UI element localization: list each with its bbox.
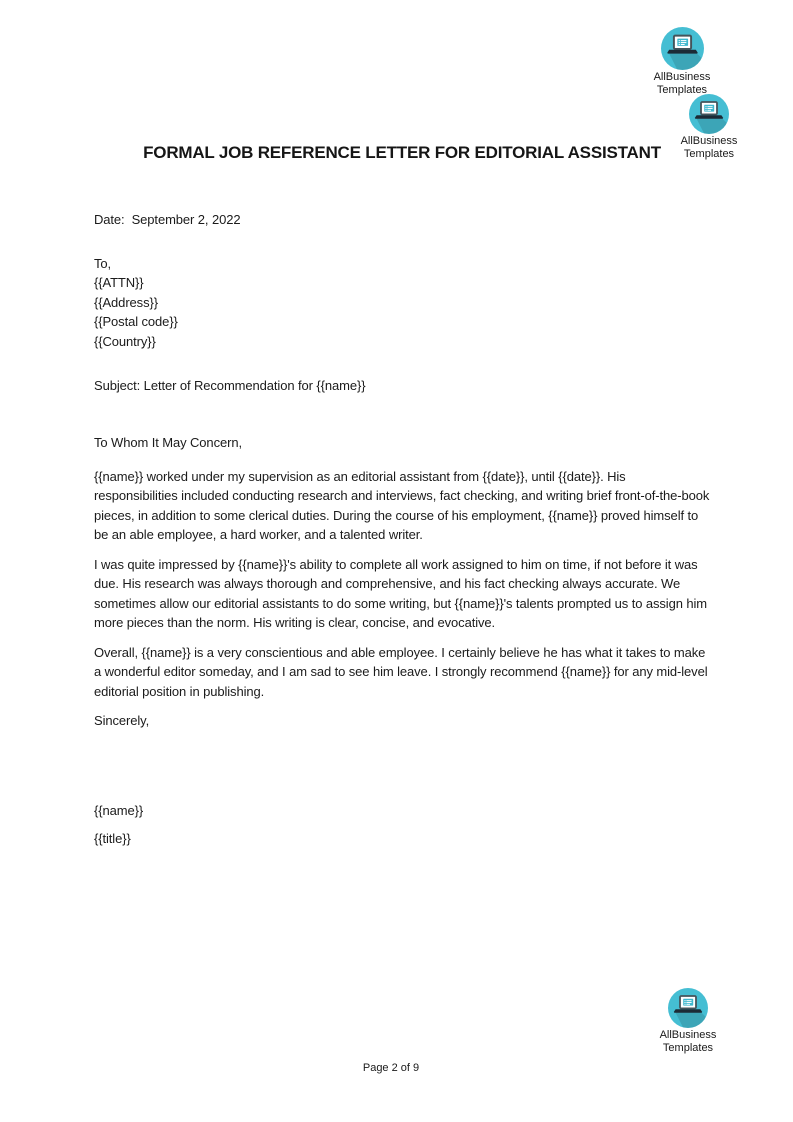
logo-wordmark-line1: AllBusiness [680, 135, 738, 147]
recipient-line: {{Address}} [94, 294, 158, 310]
signature-title-placeholder: {{title}} [94, 831, 131, 846]
recipient-line: {{Postal code}} [94, 314, 178, 330]
body-paragraph: I was quite impressed by {{name}}'s ability to complete all work assigned to him on time, if not before it was due. His research was always thorough and comprehensive, and his fact checking always accurate. We sometimes allow our editorial assistants to do some writing, but {{name}}'s talents prompted us to assign him more pieces than the norm. His writing is clear, concise, and evocative. [94, 557, 708, 631]
laptop-icon [689, 94, 729, 134]
laptop-icon [661, 27, 704, 70]
recipient-line: {{ATTN}} [94, 275, 144, 291]
closing: Sincerely, [94, 713, 150, 728]
body-paragraph: {{name}} worked under my supervision as an editorial assistant from {{date}}, until {{date}}. His responsibilities included conducting research and interviews, fact checking, and writing brief front-of-the-book pieces, in addition to some clerical duties. During the course of his employment, {{name}} proved himself to be an able employee, a hard worker, and a talented writer. [94, 469, 710, 543]
recipient-line: To, [94, 256, 112, 271]
body-paragraph: Overall, {{name}} is a very conscientious and able employee. I certainly believe he has what it takes to make a wonderful editor someday, and I am sad to see him leave. I strongly recommend {{name}} for any mid-level editorial position in publishing. [94, 645, 708, 699]
logo-wordmark-line2: Templates [683, 148, 735, 160]
page-title: FORMAL JOB REFERENCE LETTER FOR EDITORIAL ASSISTANT [143, 143, 661, 162]
signature-name-placeholder: {{name}} [94, 803, 144, 818]
allbusiness-logo [643, 988, 733, 1054]
logo-wordmark-line2: Templates [662, 1042, 714, 1054]
salutation: To Whom It May Concern, [94, 435, 242, 450]
logo-wordmark-line1: AllBusiness [653, 71, 711, 83]
logo-wordmark-line2: Templates [656, 84, 708, 96]
logo-wordmark-line1: AllBusiness [659, 1029, 717, 1041]
recipient-block [94, 254, 710, 351]
recipient-line: {{Country}} [94, 333, 156, 349]
page-number: Page 2 of 9 [362, 1062, 420, 1074]
allbusiness-logo [637, 27, 727, 96]
subject-line: Subject: Letter of Recommendation for {{name}} [94, 378, 366, 393]
laptop-icon [668, 988, 708, 1028]
date-line: Date: September 2, 2022 [94, 212, 241, 227]
